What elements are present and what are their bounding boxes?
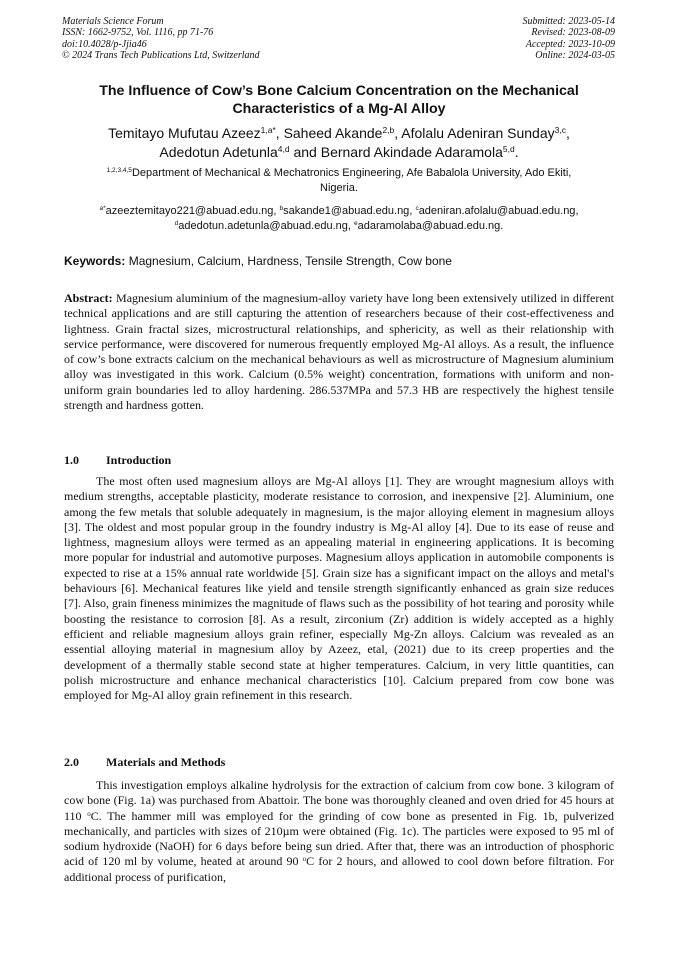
- paper-title: [50, 82, 628, 118]
- title-line-1: The Influence of Cow’s Bone Calcium Concentration on the Mechanical: [99, 83, 579, 99]
- affiliation-country: Nigeria.: [320, 182, 358, 194]
- email-sep: ,: [273, 205, 280, 217]
- email-sup: e: [354, 220, 358, 227]
- accepted-date: Accepted: 2023-10-09: [525, 38, 615, 50]
- issn: ISSN: 1662-9752, Vol. 1116, pp 71-76: [62, 27, 214, 39]
- author-sup: 5,d: [502, 144, 515, 154]
- email-list: [52, 204, 626, 234]
- author-name: Adedotun Adetunla: [159, 144, 278, 160]
- methods-text-1: This investigation employs alkaline hydrolysis for the extraction of calcium from cow bone. 3 kilogram of cow bone (Fig. 1a) was purchased from Abattoir. The bone was thoroughly cleaned and oven dried for 45 hours at 110: [64, 778, 614, 823]
- keywords: [64, 254, 452, 269]
- abstract-label: Abstract:: [64, 291, 113, 305]
- introduction-paragraph: The most often used magnesium alloys are Mg-Al alloys [1]. They are wrought magnesium alloys with medium strengths, acceptable plasticity, moderate resistance to corrosion, and inexpensive [2]. Aluminium, one among the few metals that soluble adequately in magnesium, is the major alloying element in magnesium alloys [3]. The oldest and most popular group in the foundry industry is Mg-Al alloy [4]. Due to its ease of reuse and lightness, magnesium alloys were termed as an appealing material in engineering applications. It is becoming more popular for industrial and automotive purposes. Magnesium alloys application in automobile components is expected to rise at a 15% annual rate worldwide [5]. Grain size has a significant impact on the alloys and metal's behaviours [6]. Mechanical features like yield and tensile strength significantly enhanced as grain size reduces [7]. Also, grain fineness minimizes the magnitude of flaws such as the possibility of hot tearing and porosity while boosting the resistance to corrosion [8]. As a result, zirconium (Zr) addition is widely accepted as a highly efficient and reliable magnesium alloys grain refiner, especially Mg-Zn alloys. Calcium was revealed as an essential alloying material in magnesium alloy by Azeez, etal, (2021) due to its creep properties and the development of a thermally stable second state at higher temperatures. Calcium, in very little quantities, can polish microstructure and enhance mechanical characteristics [10]. Calcium prepared from cow bone was employed for Mg-Al alloy grain refinement in this research.: [64, 474, 614, 703]
- author-sup: 4,d: [277, 144, 290, 154]
- abstract-text: Magnesium aluminium of the magnesium-alloy variety have long been extensively utilized in different technical applications and are still capturing the attention of researchers because of their cost-effectiveness and lightness. Grain fractal sizes, microstructural relationships, and sphericity, as well as their relationship with service performance, were discovered for numerous frequently employed Mg-Al alloys. As a result, the influence of cow’s bone extracts calcium on the mechanical behaviours as well as microstructure of Magnesium aluminium alloy was investigated in this work. Calcium (0.5% weight) concentration, formations with uniform and non-uniform grain boundaries led to alloy hardening. 286.537MPa and 57.3 HB are respectively the highest tensile strength and hardness gotten.: [64, 291, 615, 413]
- affiliation: [60, 166, 618, 196]
- affiliation-sup: 1,2,3,4,5: [106, 167, 132, 174]
- email-sup: b: [279, 205, 284, 212]
- journal-info: [62, 16, 260, 62]
- email-link[interactable]: adeniran.afolalu@abuad.edu.ng: [418, 205, 576, 217]
- author-sep: ,: [565, 125, 570, 141]
- doi[interactable]: doi:10.4028/p-Jjia46: [62, 38, 147, 50]
- journal-name: Materials Science Forum: [62, 16, 164, 27]
- section-number: 2.0: [64, 755, 79, 769]
- author-sep: ,: [394, 125, 402, 141]
- publication-dates: [523, 16, 616, 62]
- author-sup: 2,b: [382, 125, 395, 135]
- revised-date: Revised: 2023-08-09: [531, 27, 615, 39]
- keywords-text: Magnesium, Calcium, Hardness, Tensile Strength, Cow bone: [128, 254, 452, 268]
- abstract: [64, 291, 614, 413]
- author-list: [40, 124, 638, 162]
- author-name: Afolalu Adeniran Sunday: [401, 125, 555, 141]
- degree-sup: o: [302, 855, 307, 864]
- section-number: 1.0: [64, 453, 79, 467]
- author-sep: .: [514, 144, 519, 160]
- section-title: Materials and Methods: [106, 755, 226, 769]
- author-name: Saheed Akande: [283, 125, 383, 141]
- email-link[interactable]: adedotun.adetunla@abuad.edu.ng: [178, 220, 348, 232]
- email-sup: c: [415, 205, 419, 212]
- email-sep: ,: [409, 205, 416, 217]
- email-sep: ,: [575, 205, 579, 217]
- section-title: Introduction: [106, 453, 172, 467]
- author-sep: and: [289, 144, 321, 160]
- degree-sup: o: [87, 809, 91, 818]
- affiliation-text: Department of Mechanical & Mechatronics Engineering, Afe Babalola University, Ado Ekiti,: [131, 167, 572, 179]
- email-sup: d: [174, 220, 179, 227]
- email-link[interactable]: azeeztemitayo221@abuad.edu.ng: [105, 205, 274, 217]
- title-line-2: Characteristics of a Mg-Al Alloy: [232, 101, 446, 117]
- author-name: Bernard Akindade Adaramola: [320, 144, 503, 160]
- methods-text-3: C for 2 hours, and allowed to cool down before filtration. For additional process of purification,: [64, 854, 614, 884]
- email-sep: ,: [347, 220, 354, 232]
- author-sup: 1,a*: [260, 125, 276, 135]
- email-link[interactable]: adaramolaba@abuad.edu.ng: [357, 220, 501, 232]
- online-date: Online: 2024-03-05: [535, 50, 615, 62]
- section-heading-methods: [64, 755, 225, 770]
- keywords-label: Keywords:: [64, 254, 126, 268]
- section-heading-introduction: [64, 453, 171, 468]
- copyright: © 2024 Trans Tech Publications Ltd, Switzerland: [62, 50, 260, 62]
- author-name: Temitayo Mufutau Azeez: [108, 125, 261, 141]
- methods-paragraph: [64, 778, 614, 885]
- email-sup: a*: [99, 205, 106, 212]
- email-sep: .: [500, 220, 504, 232]
- submitted-date: Submitted: 2023-05-14: [522, 16, 615, 27]
- email-link[interactable]: sakande1@abuad.edu.ng: [283, 205, 410, 217]
- author-sep: ,: [275, 125, 284, 141]
- methods-text-2: C. The hammer mill was employed for the grinding of cow bone as presented in Fig. 1b, pulverized mechanically, and particles with sizes of 210µm were obtained (Fig. 1c). The particles were exposed to 95 ml of sodium hydroxide (NaOH) for 6 days before being sun dried. After that, there was an introduction of phosphoric acid of 120 ml by volume, heated at around 90: [64, 808, 615, 869]
- author-sup: 3,c: [554, 125, 566, 135]
